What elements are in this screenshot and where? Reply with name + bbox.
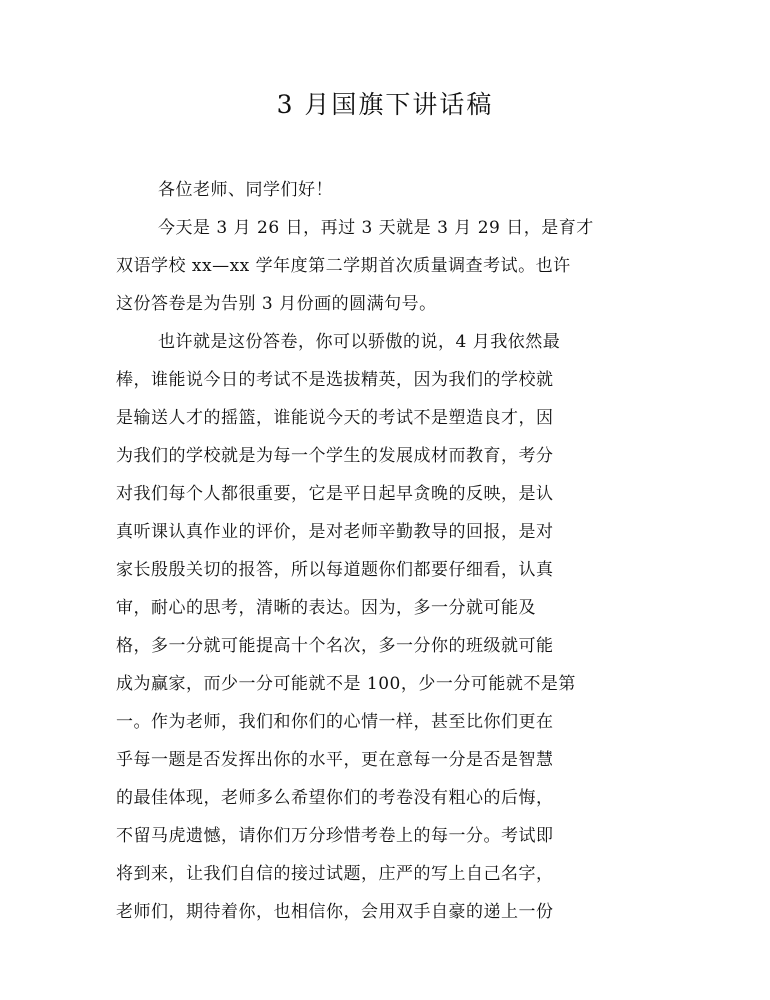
paragraph-line: 为我们的学校就是为每一个学生的发展成材而教育，考分 <box>116 446 554 466</box>
paragraph-line: 乎每一题是否发挥出你的水平，更在意每一分是否是智慧 <box>116 750 554 770</box>
paragraph-line: 对我们每个人都很重要，它是平日起早贪晚的反映，是认 <box>116 484 554 504</box>
paragraph-line: 棒，谁能说今日的考试不是选拔精英，因为我们的学校就 <box>116 370 554 390</box>
paragraph-line: 格，多一分就可能提高十个名次，多一分你的班级就可能 <box>116 636 554 656</box>
paragraph-line: 这份答卷是为告别 3 月份画的圆满句号。 <box>116 294 437 314</box>
paragraph-line: 真听课认真作业的评价，是对老师辛勤教导的回报，是对 <box>116 522 554 542</box>
paragraph-line: 不留马虎遗憾，请你们万分珍惜考卷上的每一分。考试即 <box>116 826 554 846</box>
paragraph-line: 家长殷殷关切的报答，所以每道题你们都要仔细看，认真 <box>116 560 554 580</box>
greeting-line: 各位老师、同学们好！ <box>158 180 333 200</box>
paragraph-line: 的最佳体现，老师多么希望你们的考卷没有粗心的后悔， <box>116 788 554 808</box>
paragraph-line: 成为赢家，而少一分可能就不是 100，少一分可能就不是第 <box>116 674 576 694</box>
paragraph-line: 是输送人才的摇篮，谁能说今天的考试不是塑造良才，因 <box>116 408 554 428</box>
paragraph-line: 今天是 3 月 26 日，再过 3 天就是 3 月 29 日，是育才 <box>158 218 594 238</box>
paragraph-line: 审，耐心的思考，清晰的表达。因为，多一分就可能及 <box>116 598 536 618</box>
document-title: 3 月国旗下讲话稿 <box>276 90 494 119</box>
paragraph-line: 一。作为老师，我们和你们的心情一样，甚至比你们更在 <box>116 712 554 732</box>
paragraph-line: 双语学校 xx—xx 学年度第二学期首次质量调查考试。也许 <box>116 256 571 276</box>
paragraph-line: 也许就是这份答卷，你可以骄傲的说，4 月我依然最 <box>158 332 561 352</box>
paragraph-line: 老师们，期待着你，也相信你，会用双手自豪的递上一份 <box>116 902 554 922</box>
paragraph-line: 将到来，让我们自信的接过试题，庄严的写上自己名字， <box>116 864 554 884</box>
